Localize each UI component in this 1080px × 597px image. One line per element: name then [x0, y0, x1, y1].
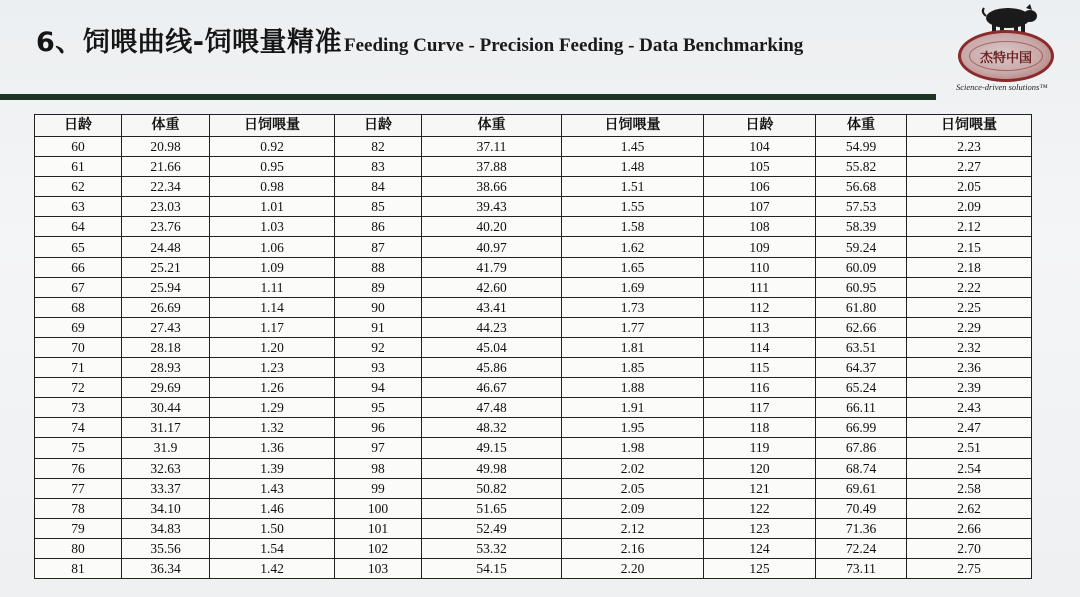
table-cell-body-weight: 37.88	[422, 157, 562, 177]
table-cell-daily-feed: 1.01	[210, 197, 335, 217]
table-cell-daily-feed: 1.39	[210, 458, 335, 478]
table-cell-day-age: 75	[35, 438, 122, 458]
table-cell-day-age: 115	[704, 358, 816, 378]
table-cell-daily-feed: 2.09	[562, 498, 704, 518]
table-cell-day-age: 116	[704, 378, 816, 398]
table-cell-day-age: 76	[35, 458, 122, 478]
table-cell-day-age: 125	[704, 558, 816, 578]
table-cell-day-age: 84	[335, 177, 422, 197]
table-cell-daily-feed: 1.20	[210, 337, 335, 357]
table-cell-body-weight: 45.04	[422, 337, 562, 357]
feeding-curve-table-container	[34, 114, 1032, 579]
table-cell-daily-feed: 1.88	[562, 378, 704, 398]
table-cell-day-age: 120	[704, 458, 816, 478]
table-cell-day-age: 108	[704, 217, 816, 237]
table-cell-day-age: 96	[335, 418, 422, 438]
table-cell-daily-feed: 2.39	[907, 378, 1032, 398]
table-cell-daily-feed: 1.73	[562, 297, 704, 317]
table-cell-daily-feed: 1.77	[562, 317, 704, 337]
table-cell-body-weight: 28.93	[122, 358, 210, 378]
table-cell-daily-feed: 2.43	[907, 398, 1032, 418]
table-cell-body-weight: 42.60	[422, 277, 562, 297]
table-cell-daily-feed: 2.27	[907, 157, 1032, 177]
table-cell-day-age: 94	[335, 378, 422, 398]
table-cell-day-age: 67	[35, 277, 122, 297]
table-cell-day-age: 117	[704, 398, 816, 418]
table-cell-day-age: 90	[335, 297, 422, 317]
table-cell-day-age: 99	[335, 478, 422, 498]
table-cell-daily-feed: 2.09	[907, 197, 1032, 217]
table-cell-day-age: 83	[335, 157, 422, 177]
table-cell-daily-feed: 1.65	[562, 257, 704, 277]
table-cell-day-age: 101	[335, 518, 422, 538]
column-header-daily-feed-1: 日饲喂量	[210, 115, 335, 137]
column-header-daily-feed-3: 日饲喂量	[907, 115, 1032, 137]
table-cell-day-age: 121	[704, 478, 816, 498]
table-cell-body-weight: 46.67	[422, 378, 562, 398]
table-cell-day-age: 102	[335, 538, 422, 558]
table-cell-daily-feed: 2.05	[562, 478, 704, 498]
table-row	[35, 518, 1032, 538]
table-cell-day-age: 104	[704, 137, 816, 157]
table-cell-day-age: 87	[335, 237, 422, 257]
table-cell-daily-feed: 1.46	[210, 498, 335, 518]
table-row	[35, 398, 1032, 418]
table-row	[35, 358, 1032, 378]
table-cell-daily-feed: 1.06	[210, 237, 335, 257]
table-cell-body-weight: 34.83	[122, 518, 210, 538]
table-cell-body-weight: 29.69	[122, 378, 210, 398]
table-cell-body-weight: 27.43	[122, 317, 210, 337]
table-row	[35, 257, 1032, 277]
logo-tagline: Science-driven solutions™	[956, 82, 1048, 92]
table-cell-body-weight: 39.43	[422, 197, 562, 217]
table-cell-daily-feed: 1.58	[562, 217, 704, 237]
table-cell-daily-feed: 2.12	[562, 518, 704, 538]
table-cell-day-age: 89	[335, 277, 422, 297]
table-cell-day-age: 61	[35, 157, 122, 177]
table-cell-daily-feed: 2.16	[562, 538, 704, 558]
table-cell-day-age: 85	[335, 197, 422, 217]
table-cell-day-age: 71	[35, 358, 122, 378]
company-logo	[948, 2, 1080, 98]
table-cell-day-age: 123	[704, 518, 816, 538]
table-cell-body-weight: 67.86	[816, 438, 907, 458]
table-cell-daily-feed: 2.22	[907, 277, 1032, 297]
table-cell-daily-feed: 1.26	[210, 378, 335, 398]
table-row	[35, 217, 1032, 237]
column-header-day-age-2: 日龄	[335, 115, 422, 137]
table-cell-daily-feed: 1.48	[562, 157, 704, 177]
table-cell-day-age: 74	[35, 418, 122, 438]
table-row	[35, 157, 1032, 177]
table-cell-daily-feed: 1.43	[210, 478, 335, 498]
table-row	[35, 478, 1032, 498]
table-cell-day-age: 110	[704, 257, 816, 277]
table-cell-body-weight: 73.11	[816, 558, 907, 578]
table-cell-body-weight: 68.74	[816, 458, 907, 478]
table-cell-day-age: 93	[335, 358, 422, 378]
table-cell-daily-feed: 1.11	[210, 277, 335, 297]
table-cell-body-weight: 20.98	[122, 137, 210, 157]
table-cell-body-weight: 52.49	[422, 518, 562, 538]
table-cell-body-weight: 34.10	[122, 498, 210, 518]
table-row	[35, 337, 1032, 357]
table-cell-daily-feed: 1.91	[562, 398, 704, 418]
table-row	[35, 378, 1032, 398]
table-cell-daily-feed: 1.51	[562, 177, 704, 197]
table-cell-daily-feed: 1.09	[210, 257, 335, 277]
table-body	[35, 137, 1032, 579]
table-cell-day-age: 119	[704, 438, 816, 458]
table-cell-body-weight: 45.86	[422, 358, 562, 378]
table-cell-body-weight: 40.20	[422, 217, 562, 237]
table-cell-daily-feed: 2.12	[907, 217, 1032, 237]
table-cell-day-age: 92	[335, 337, 422, 357]
table-row	[35, 418, 1032, 438]
table-cell-body-weight: 49.98	[422, 458, 562, 478]
table-cell-daily-feed: 2.47	[907, 418, 1032, 438]
column-header-body-weight-2: 体重	[422, 115, 562, 137]
table-cell-daily-feed: 1.81	[562, 337, 704, 357]
table-cell-daily-feed: 2.51	[907, 438, 1032, 458]
table-cell-daily-feed: 2.36	[907, 358, 1032, 378]
table-cell-body-weight: 31.9	[122, 438, 210, 458]
table-cell-day-age: 91	[335, 317, 422, 337]
table-cell-daily-feed: 2.58	[907, 478, 1032, 498]
table-cell-body-weight: 65.24	[816, 378, 907, 398]
table-cell-daily-feed: 1.85	[562, 358, 704, 378]
table-cell-body-weight: 50.82	[422, 478, 562, 498]
table-cell-day-age: 98	[335, 458, 422, 478]
table-cell-daily-feed: 1.17	[210, 317, 335, 337]
table-row	[35, 137, 1032, 157]
table-cell-daily-feed: 1.69	[562, 277, 704, 297]
globe-icon	[958, 30, 1054, 82]
table-cell-day-age: 77	[35, 478, 122, 498]
table-cell-body-weight: 57.53	[816, 197, 907, 217]
table-cell-daily-feed: 2.18	[907, 257, 1032, 277]
table-cell-body-weight: 22.34	[122, 177, 210, 197]
table-cell-body-weight: 64.37	[816, 358, 907, 378]
table-cell-body-weight: 35.56	[122, 538, 210, 558]
table-row	[35, 538, 1032, 558]
table-cell-daily-feed: 2.66	[907, 518, 1032, 538]
table-cell-body-weight: 48.32	[422, 418, 562, 438]
table-cell-body-weight: 66.11	[816, 398, 907, 418]
table-cell-body-weight: 32.63	[122, 458, 210, 478]
table-cell-body-weight: 40.97	[422, 237, 562, 257]
table-cell-day-age: 65	[35, 237, 122, 257]
table-cell-daily-feed: 1.54	[210, 538, 335, 558]
column-header-day-age-1: 日龄	[35, 115, 122, 137]
table-cell-body-weight: 41.79	[422, 257, 562, 277]
table-cell-daily-feed: 2.54	[907, 458, 1032, 478]
table-row	[35, 237, 1032, 257]
table-cell-day-age: 70	[35, 337, 122, 357]
table-cell-day-age: 88	[335, 257, 422, 277]
table-cell-body-weight: 47.48	[422, 398, 562, 418]
table-cell-body-weight: 71.36	[816, 518, 907, 538]
table-cell-body-weight: 59.24	[816, 237, 907, 257]
table-cell-daily-feed: 1.50	[210, 518, 335, 538]
logo-name: 杰特中国	[979, 51, 1032, 66]
table-cell-daily-feed: 2.23	[907, 137, 1032, 157]
table-cell-body-weight: 56.68	[816, 177, 907, 197]
table-cell-day-age: 66	[35, 257, 122, 277]
table-cell-body-weight: 69.61	[816, 478, 907, 498]
table-cell-body-weight: 31.17	[122, 418, 210, 438]
title-english: Feeding Curve - Precision Feeding - Data Benchmarking	[344, 35, 804, 56]
table-cell-body-weight: 30.44	[122, 398, 210, 418]
table-cell-body-weight: 21.66	[122, 157, 210, 177]
table-cell-body-weight: 28.18	[122, 337, 210, 357]
table-cell-body-weight: 23.03	[122, 197, 210, 217]
table-cell-day-age: 82	[335, 137, 422, 157]
table-cell-daily-feed: 1.32	[210, 418, 335, 438]
slide-title	[36, 20, 803, 70]
table-cell-day-age: 111	[704, 277, 816, 297]
table-cell-body-weight: 54.15	[422, 558, 562, 578]
table-cell-daily-feed: 1.36	[210, 438, 335, 458]
table-row	[35, 438, 1032, 458]
table-cell-body-weight: 25.94	[122, 277, 210, 297]
table-cell-body-weight: 53.32	[422, 538, 562, 558]
column-header-body-weight-3: 体重	[816, 115, 907, 137]
table-header-row	[35, 115, 1032, 137]
table-row	[35, 297, 1032, 317]
table-cell-daily-feed: 1.55	[562, 197, 704, 217]
title-chinese: 6、饲喂曲线-饲喂量精准	[36, 27, 342, 58]
table-cell-body-weight: 55.82	[816, 157, 907, 177]
table-cell-day-age: 103	[335, 558, 422, 578]
table-row	[35, 197, 1032, 217]
table-cell-daily-feed: 2.75	[907, 558, 1032, 578]
table-cell-day-age: 80	[35, 538, 122, 558]
table-cell-body-weight: 43.41	[422, 297, 562, 317]
table-cell-daily-feed: 2.25	[907, 297, 1032, 317]
table-cell-day-age: 73	[35, 398, 122, 418]
table-cell-body-weight: 61.80	[816, 297, 907, 317]
column-header-daily-feed-2: 日饲喂量	[562, 115, 704, 137]
table-cell-day-age: 106	[704, 177, 816, 197]
table-cell-body-weight: 38.66	[422, 177, 562, 197]
table-cell-body-weight: 33.37	[122, 478, 210, 498]
table-cell-day-age: 78	[35, 498, 122, 518]
table-row	[35, 177, 1032, 197]
table-cell-day-age: 79	[35, 518, 122, 538]
table-cell-day-age: 81	[35, 558, 122, 578]
table-cell-day-age: 105	[704, 157, 816, 177]
table-cell-body-weight: 44.23	[422, 317, 562, 337]
table-cell-body-weight: 62.66	[816, 317, 907, 337]
table-cell-daily-feed: 1.62	[562, 237, 704, 257]
table-cell-body-weight: 37.11	[422, 137, 562, 157]
table-cell-day-age: 113	[704, 317, 816, 337]
table-cell-daily-feed: 2.62	[907, 498, 1032, 518]
table-cell-day-age: 97	[335, 438, 422, 458]
table-cell-body-weight: 66.99	[816, 418, 907, 438]
table-cell-daily-feed: 2.32	[907, 337, 1032, 357]
table-cell-daily-feed: 1.95	[562, 418, 704, 438]
table-cell-daily-feed: 1.42	[210, 558, 335, 578]
table-cell-body-weight: 51.65	[422, 498, 562, 518]
table-cell-daily-feed: 2.05	[907, 177, 1032, 197]
table-cell-daily-feed: 1.29	[210, 398, 335, 418]
table-cell-day-age: 63	[35, 197, 122, 217]
table-cell-day-age: 64	[35, 217, 122, 237]
table-cell-body-weight: 60.09	[816, 257, 907, 277]
table-cell-body-weight: 72.24	[816, 538, 907, 558]
table-cell-day-age: 118	[704, 418, 816, 438]
table-row	[35, 277, 1032, 297]
table-cell-body-weight: 70.49	[816, 498, 907, 518]
table-cell-daily-feed: 1.03	[210, 217, 335, 237]
table-cell-body-weight: 23.76	[122, 217, 210, 237]
table-row	[35, 458, 1032, 478]
table-cell-daily-feed: 0.92	[210, 137, 335, 157]
table-cell-body-weight: 49.15	[422, 438, 562, 458]
table-cell-body-weight: 24.48	[122, 237, 210, 257]
table-cell-day-age: 114	[704, 337, 816, 357]
column-header-body-weight-1: 体重	[122, 115, 210, 137]
table-cell-daily-feed: 1.23	[210, 358, 335, 378]
table-row	[35, 498, 1032, 518]
table-cell-body-weight: 25.21	[122, 257, 210, 277]
table-row	[35, 558, 1032, 578]
table-cell-day-age: 122	[704, 498, 816, 518]
table-cell-body-weight: 36.34	[122, 558, 210, 578]
table-cell-day-age: 72	[35, 378, 122, 398]
table-cell-day-age: 100	[335, 498, 422, 518]
table-cell-daily-feed: 1.14	[210, 297, 335, 317]
table-cell-body-weight: 60.95	[816, 277, 907, 297]
table-cell-day-age: 109	[704, 237, 816, 257]
table-cell-body-weight: 54.99	[816, 137, 907, 157]
table-cell-daily-feed: 0.98	[210, 177, 335, 197]
table-cell-day-age: 86	[335, 217, 422, 237]
table-cell-body-weight: 58.39	[816, 217, 907, 237]
table-cell-daily-feed: 2.70	[907, 538, 1032, 558]
table-cell-daily-feed: 2.02	[562, 458, 704, 478]
table-cell-daily-feed: 2.15	[907, 237, 1032, 257]
table-cell-body-weight: 26.69	[122, 297, 210, 317]
table-cell-day-age: 62	[35, 177, 122, 197]
table-cell-daily-feed: 1.98	[562, 438, 704, 458]
title-divider	[0, 94, 936, 100]
table-cell-day-age: 60	[35, 137, 122, 157]
table-cell-day-age: 69	[35, 317, 122, 337]
table-cell-daily-feed: 2.29	[907, 317, 1032, 337]
feeding-curve-table	[34, 114, 1032, 579]
table-cell-day-age: 107	[704, 197, 816, 217]
table-cell-day-age: 95	[335, 398, 422, 418]
table-cell-daily-feed: 0.95	[210, 157, 335, 177]
table-cell-daily-feed: 1.45	[562, 137, 704, 157]
table-cell-day-age: 124	[704, 538, 816, 558]
table-cell-day-age: 112	[704, 297, 816, 317]
table-cell-daily-feed: 2.20	[562, 558, 704, 578]
table-row	[35, 317, 1032, 337]
column-header-day-age-3: 日龄	[704, 115, 816, 137]
table-cell-day-age: 68	[35, 297, 122, 317]
table-cell-body-weight: 63.51	[816, 337, 907, 357]
